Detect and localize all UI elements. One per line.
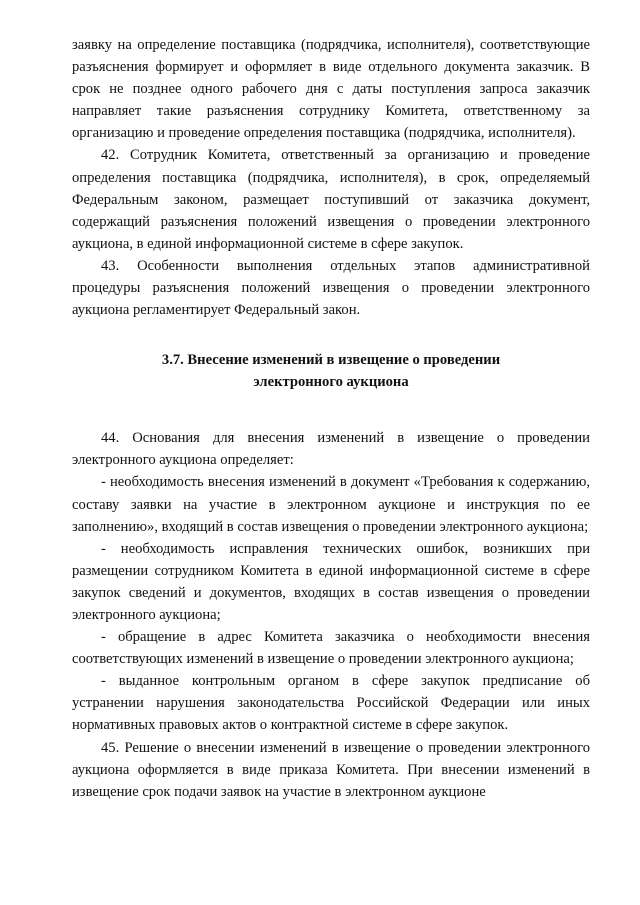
document-page: [72, 34, 590, 803]
paragraph-45: 45. Решение о внесении изменений в извещение о проведении электронного аукциона оформляется в виде приказа Комитета. При внесении изменений в извещение срок подачи заявок на участие в электронном аукционе: [72, 739, 590, 800]
paragraph-42: 42. Сотрудник Комитета, ответственный за организацию и проведение определения поставщика (подрядчика, исполнителя), в срок, определяемый Федеральным законом, размещает поступивший от заказчика документ, содержащий разъяснения положений извещения о проведении электронного аукциона, в единой информационной системе в сфере закупок.: [72, 147, 590, 252]
section-heading-line-2: электронного аукциона: [253, 374, 409, 391]
paragraph-44-item-3: - обращение в адрес Комитета заказчика о необходимости внесения соответствующих изменений в извещение о проведении электронного аукциона;: [72, 629, 590, 668]
paragraph-44-item-2: - необходимость исправления технических ошибок, возникших при размещении сотрудником Комитета в единой информационной системе в сфере закупок сведений и документов, входящих в состав извещения о проведении электронного аукциона;: [72, 540, 590, 623]
paragraph-44-item-4: - выданное контрольным органом в сфере закупок предписание об устранении нарушения законодательства Российской Федерации или иных нормативных правовых актов о контрактной системе в сфере закупок.: [72, 673, 590, 734]
section-heading-line-1: 3.7. Внесение изменений в извещение о проведении: [161, 352, 501, 369]
paragraph-44: 44. Основания для внесения изменений в извещение о проведении электронного аукциона определяет:: [72, 430, 590, 469]
section-heading: [72, 349, 590, 393]
paragraph-43: 43. Особенности выполнения отдельных этапов административной процедуры разъяснения положений извещения о проведении электронного аукциона регламентирует Федеральный закон.: [72, 257, 590, 319]
paragraph-continued: заявку на определение поставщика (подрядчика, исполнителя), соответствующие разъяснения формирует и оформляет в виде отдельного документа заказчик. В срок не позднее одного рабочего дня с даты поступления запроса заказчик направляет такие разъяснения сотруднику Комитета, ответственному за организацию и проведение определения поставщика (подрядчика, исполнителя).: [72, 37, 590, 142]
paragraph-44-item-1: - необходимость внесения изменений в документ «Требования к содержанию, составу заявки на участие в электронном аукционе и инструкция по ее заполнению», входящий в состав извещения о проведении электронного аукциона;: [72, 474, 590, 535]
